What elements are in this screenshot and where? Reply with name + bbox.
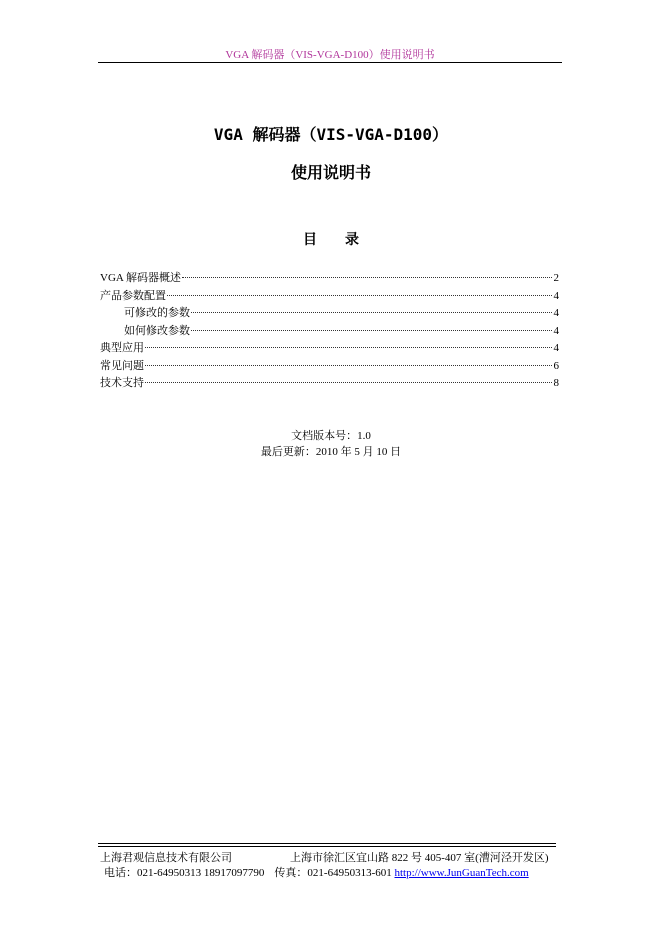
footer-company: 上海君观信息技术有限公司 [100,852,232,864]
toc-leader-dots [182,277,552,278]
toc-heading [0,229,662,249]
toc-page-number: 6 [553,359,559,372]
footer-fax: 传真：021-64950313-601 [274,867,392,879]
toc-entry-label: VGA 解码器概述 [100,272,181,284]
toc-entry-parameters[interactable] [100,288,559,306]
toc-page-number: 4 [553,307,559,319]
header-divider [98,62,562,63]
toc-entry-overview[interactable] [100,270,559,288]
document-version: 文档版本号：1.0 [291,430,371,442]
toc-page-number: 8 [553,377,559,389]
document-subtitle: 使用说明书 [290,165,371,182]
toc-entry-label: 可修改的参数 [124,307,190,319]
toc-leader-dots [191,312,552,313]
toc-page-number: 4 [553,342,559,354]
toc-page-number: 4 [553,324,559,337]
table-of-contents [100,270,559,393]
toc-entry-support[interactable] [100,375,559,393]
toc-leader-dots [145,382,552,383]
footer-company-line [100,849,562,865]
document-info [0,428,662,460]
toc-entry-label: 常见问题 [100,359,144,372]
toc-entry-label: 技术支持 [100,377,144,389]
toc-page-number: 2 [553,272,559,284]
footer-address: 上海市徐汇区宜山路 822 号 405-407 室(漕河泾开发区) [290,852,549,864]
footer-divider [98,843,556,844]
toc-leader-dots [167,295,552,296]
footer-phone: 电话：021-64950313 18917097790 [104,867,265,879]
toc-entry-label: 产品参数配置 [100,289,166,302]
footer-website-link[interactable]: http://www.JunGuanTech.com [394,867,529,879]
toc-entry-modifiable-params[interactable] [100,305,559,323]
footer-divider-second [98,846,556,847]
toc-entry-typical-use[interactable] [100,340,559,358]
toc-entry-label: 典型应用 [100,342,144,354]
toc-leader-dots [145,365,552,366]
toc-entry-faq[interactable] [100,358,559,376]
toc-heading-char-1: 目 [303,233,317,248]
running-header: VGA 解码器（VIS-VGA-D100）使用说明书 [225,49,435,61]
document-title: VGA 解码器（VIS-VGA-D100） [213,125,449,144]
toc-page-number: 4 [553,289,559,302]
toc-leader-dots [191,330,552,331]
toc-leader-dots [145,347,552,348]
toc-entry-label: 如何修改参数 [124,324,190,337]
last-updated: 最后更新：2010 年 5 月 10 日 [260,446,402,458]
footer-contact-line [104,864,564,880]
toc-entry-how-to-modify[interactable] [100,323,559,341]
toc-heading-char-2: 录 [345,233,359,248]
